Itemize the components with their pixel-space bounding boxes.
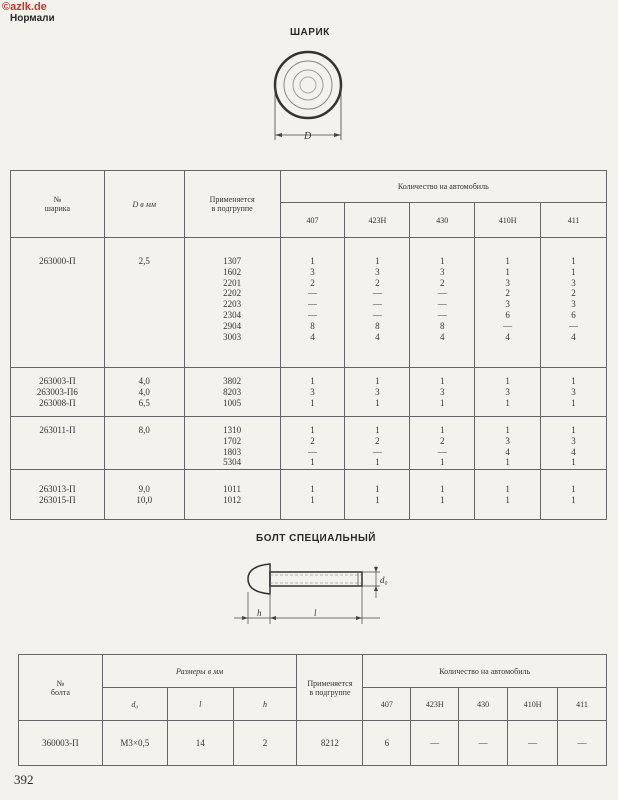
header-model: 423Н (411, 688, 459, 721)
header-applied: Применяется в подгруппе (297, 655, 363, 721)
table-row (11, 368, 607, 417)
header-sizes: Размеры в мм (102, 655, 297, 688)
table-cell: — (508, 721, 558, 766)
header-l: l (167, 688, 233, 721)
table-row (11, 238, 607, 368)
table-cell: 1 3 2 — — — 8 4 (410, 238, 475, 368)
header-qty: Количество на автомобиль (363, 655, 607, 688)
table-cell: 263000-П (11, 238, 105, 368)
table-cell: 1011 1012 (184, 470, 280, 520)
header-model: 407 (280, 203, 345, 238)
header-model: 423Н (345, 203, 410, 238)
header-model: 430 (410, 203, 475, 238)
header-h: h (233, 688, 297, 721)
dim-d-label: D (304, 131, 312, 142)
header-model: 410Н (508, 688, 558, 721)
table-row (11, 470, 607, 520)
ball-table (10, 170, 607, 520)
table-cell: 1307 1602 2201 2202 2203 2304 2904 3003 (184, 238, 280, 368)
bolt-table (18, 654, 607, 766)
table-cell: 1 1 (345, 470, 410, 520)
header-ball-num: № шарика (11, 171, 105, 238)
header-model: 411 (541, 203, 607, 238)
table-cell: — (459, 721, 508, 766)
table-cell: 263011-П (11, 417, 105, 470)
watermark: ©azlk.de (2, 1, 47, 13)
table-cell: 1310 1702 1803 5304 (184, 417, 280, 470)
table-cell: — (558, 721, 607, 766)
table-cell: 1 3 4 1 (475, 417, 541, 470)
dim-d0-label: d₀ (380, 575, 388, 585)
table-cell: 2,5 (104, 238, 184, 368)
table-cell: 1 1 3 2 3 6 — 4 (475, 238, 541, 368)
header-d: D в мм (104, 171, 184, 238)
dim-l-label: l (314, 608, 317, 618)
table-cell: 4,0 4,0 6,5 (104, 368, 184, 417)
table-cell: 263003-П 263003-П6 263008-П (11, 368, 105, 417)
table-cell: 2 (233, 721, 297, 766)
header-d0: d₀ (102, 688, 167, 721)
header-model: 410Н (475, 203, 541, 238)
table-cell: 1 3 1 (541, 368, 607, 417)
table-cell: 8,0 (104, 417, 184, 470)
table-cell: 1 2 — 1 (345, 417, 410, 470)
bolt-drawing (230, 552, 400, 632)
ball-drawing (260, 45, 360, 150)
table-cell: 1 1 (410, 470, 475, 520)
table-cell: 14 (167, 721, 233, 766)
table-cell: 1 1 (541, 470, 607, 520)
header-applied: Применяется в подгруппе (184, 171, 280, 238)
table-cell: 1 3 2 — — — 8 4 (345, 238, 410, 368)
table-cell: 1 3 1 (475, 368, 541, 417)
bolt-title: БОЛТ СПЕЦИАЛЬНЫЙ (256, 533, 376, 544)
header-model: 407 (363, 688, 411, 721)
table-cell: 263013-П 263015-П (11, 470, 105, 520)
table-cell: 1 1 3 2 3 6 — 4 (541, 238, 607, 368)
table-cell: 8212 (297, 721, 363, 766)
table-row (11, 417, 607, 470)
table-cell: М3×0,5 (102, 721, 167, 766)
table-cell: 1 3 1 (345, 368, 410, 417)
table-cell: 1 3 4 1 (541, 417, 607, 470)
table-cell: 3802 8203 1005 (184, 368, 280, 417)
table-cell: 9,0 10,0 (104, 470, 184, 520)
header-qty: Количество на автомобиль (280, 171, 606, 203)
table-cell: 1 1 (475, 470, 541, 520)
table-cell: 1 2 — 1 (280, 417, 345, 470)
ball-title: ШАРИК (290, 27, 330, 38)
table-cell: 1 2 — 1 (410, 417, 475, 470)
table-cell: 6 (363, 721, 411, 766)
header-model: 411 (558, 688, 607, 721)
dim-h-label: h (257, 608, 262, 618)
table-cell: 1 3 1 (410, 368, 475, 417)
table-cell: 1 1 (280, 470, 345, 520)
table-cell: 360003-П (19, 721, 103, 766)
page-number: 392 (14, 772, 34, 787)
table-cell: 1 3 1 (280, 368, 345, 417)
header-bolt-num: № болта (19, 655, 103, 721)
header-model: 430 (459, 688, 508, 721)
section-header: Нормали (10, 13, 55, 24)
table-row (19, 721, 607, 766)
table-cell: — (411, 721, 459, 766)
table-cell: 1 3 2 — — — 8 4 (280, 238, 345, 368)
